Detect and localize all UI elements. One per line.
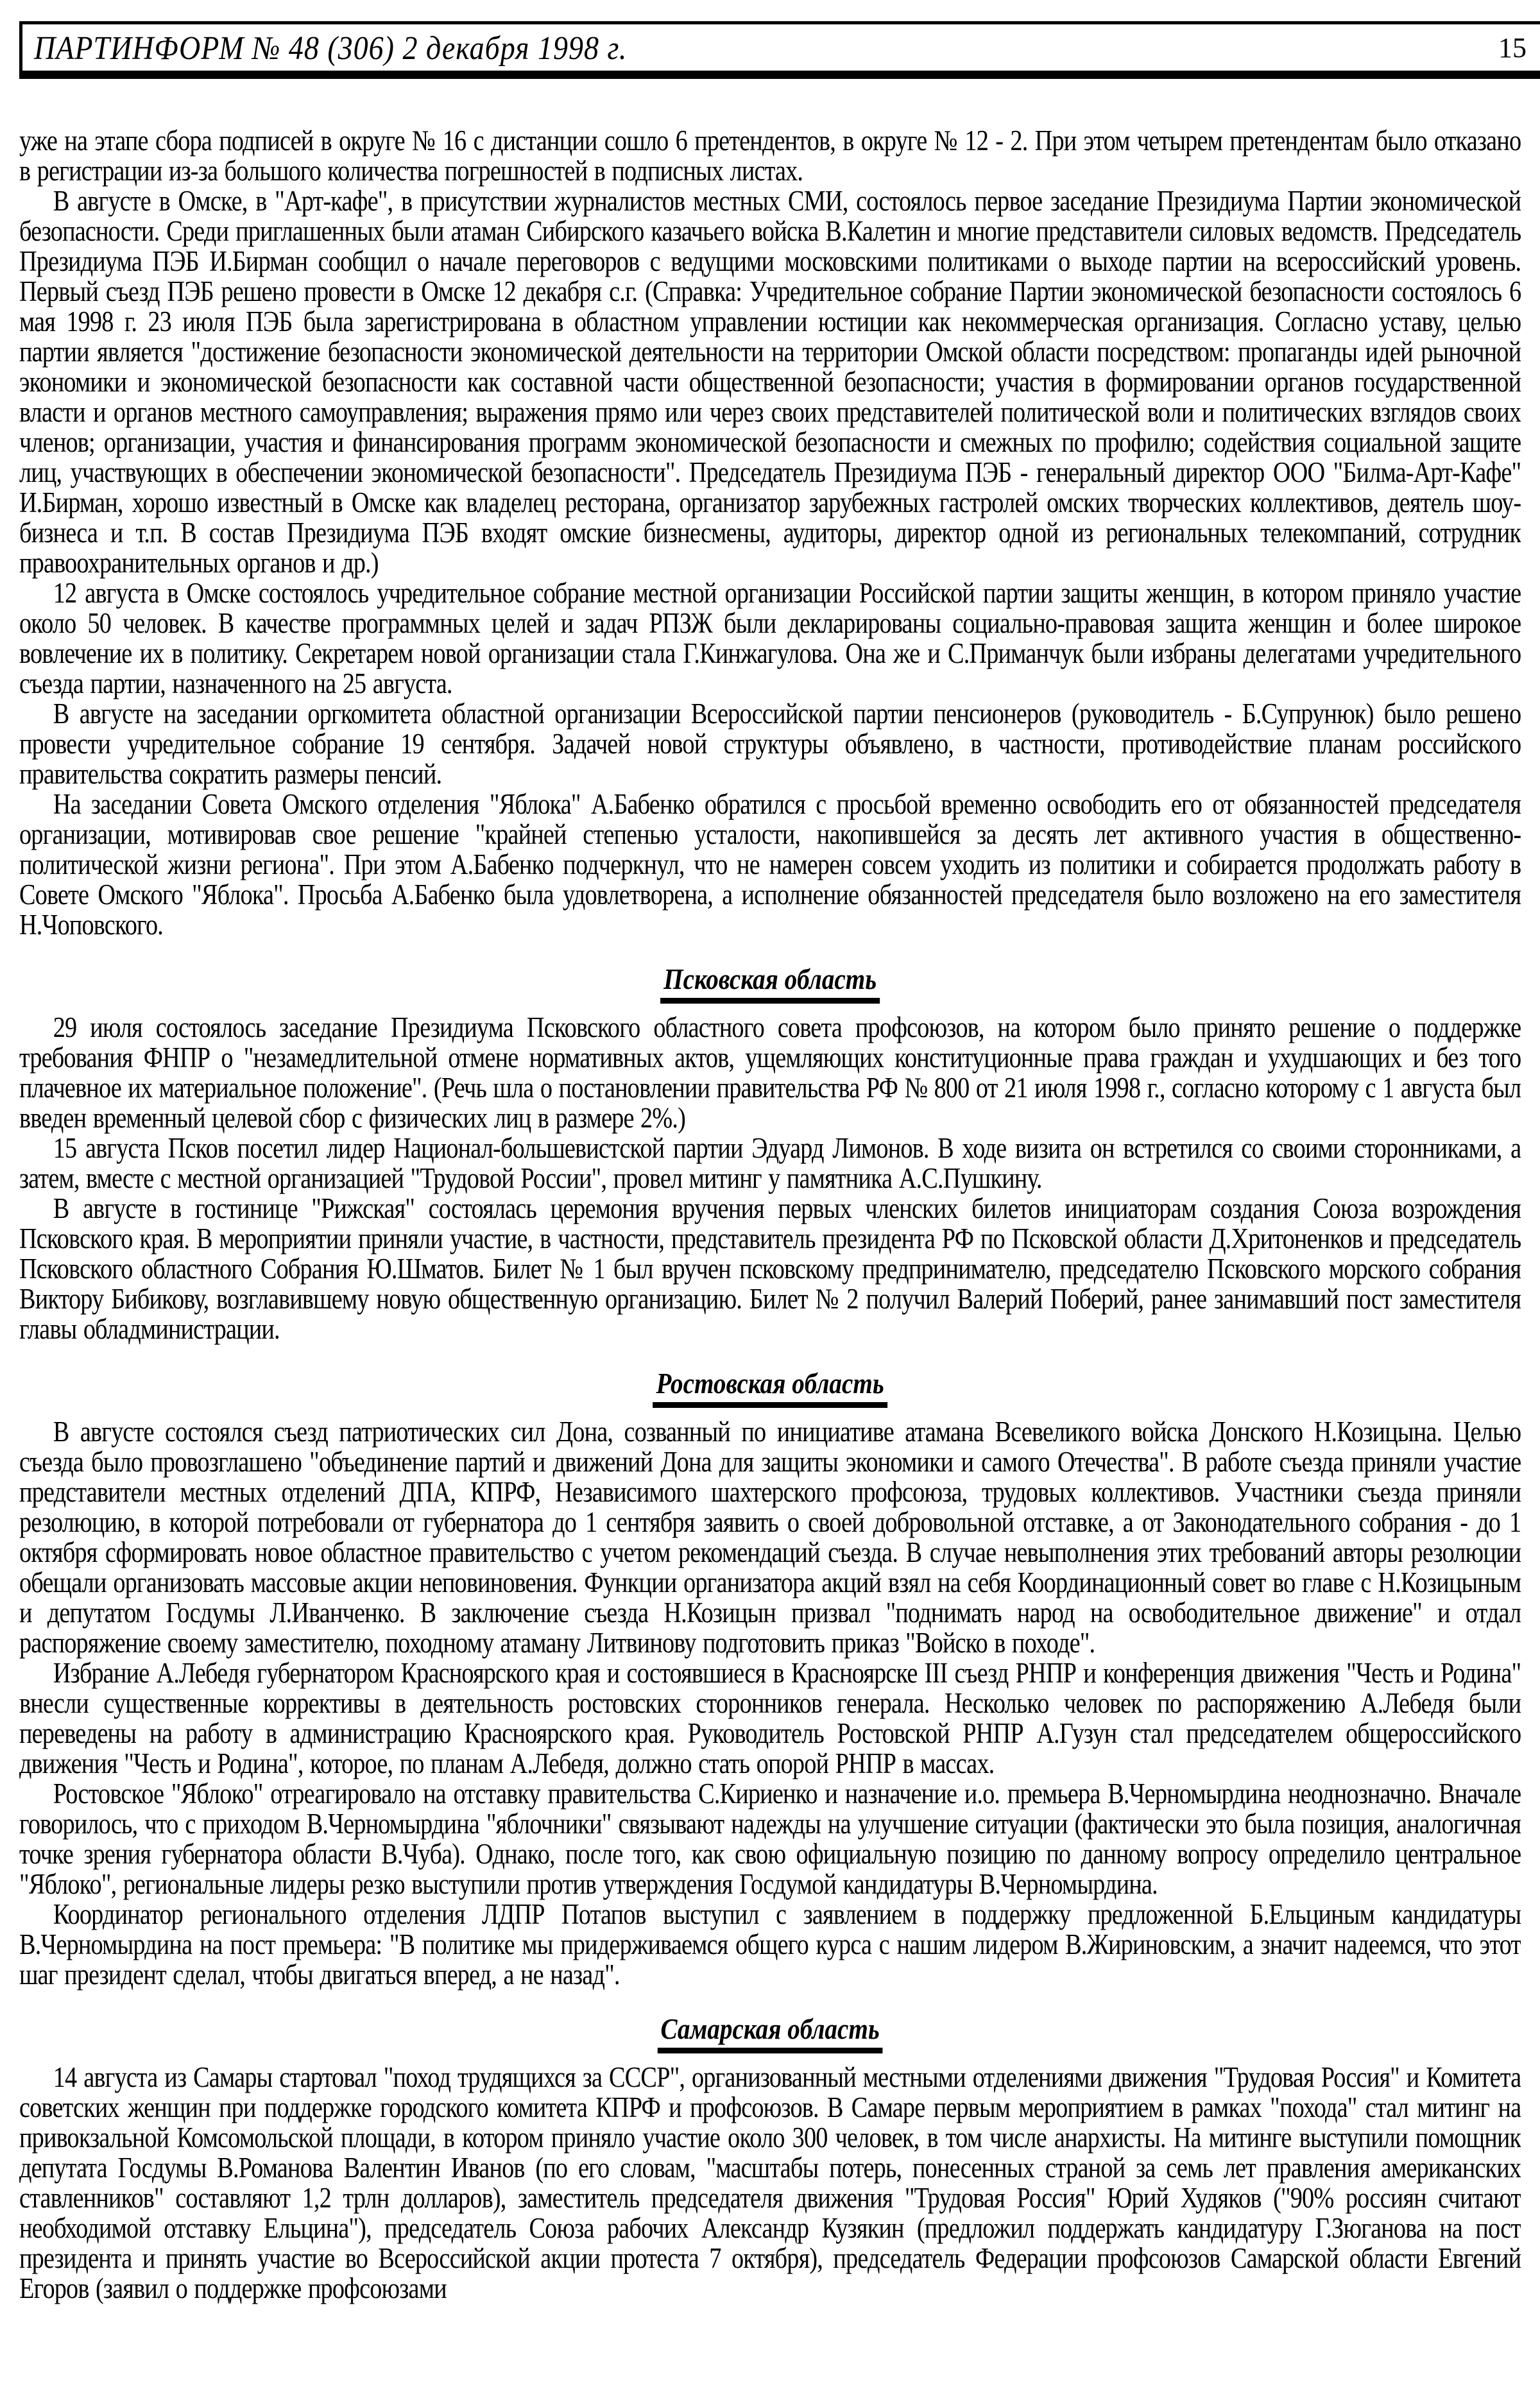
section-heading-row	[19, 963, 1521, 1004]
masthead-title: ПАРТИНФОРМ № 48 (306) 2 декабря 1998 г.	[34, 29, 628, 66]
body-paragraph: уже на этапе сбора подписей в округе № 16 с дистанции сошло 6 претендентов, в округе № 12 - 2. При этом четырем претендентам было отказано в регистрации из-за большого количества погрешностей в подписных листах.	[19, 126, 1521, 187]
section-heading: Псковская область	[660, 963, 880, 1004]
section-heading-row	[19, 1367, 1521, 1408]
body-paragraph: В августе в Омске, в "Арт-кафе", в присутствии журналистов местных СМИ, состоялось первое заседание Президиума Партии экономической безопасности. Среди приглашенных были атаман Сибирского казачьего войска В.Калетин и многие представители силовых ведомств. Председатель Президиума ПЭБ И.Бирман сообщил о начале переговоров с ведущими московскими политиками о выходе партии на всероссийский уровень. Первый съезд ПЭБ решено провести в Омске 12 декабря с.г. (Справка: Учредительное собрание Партии экономической безопасности состоялось 6 мая 1998 г. 23 июля ПЭБ была зарегистрирована в областном управлении юстиции как некоммерческая организация. Согласно уставу, целью партии является "достижение безопасности экономической деятельности на территории Омской области посредством: пропаганды идей рыночной экономики и экономической безопасности как составной части общественной безопасности; участия в формировании органов государственной власти и органов местного самоуправления; выражения прямо или через своих представителей политической воли и политических взглядов своих членов; организации, участия и финансирования программ экономической безопасности и смежных по профилю; содействия социальной защите лиц, участвующих в обеспечении экономической безопасности". Председатель Президиума ПЭБ - генеральный директор ООО "Билма-Арт-Кафе" И.Бирман, хорошо известный в Омске как владелец ресторана, организатор зарубежных гастролей омских творческих коллективов, деятель шоу-бизнеса и т.п. В состав Президиума ПЭБ входят омские бизнесмены, аудиторы, директор одной из региональных телекомпаний, сотрудник правоохранительных органов и др.)	[19, 185, 1521, 579]
section-heading: Самарская область	[657, 2013, 882, 2053]
page-number: 15	[1498, 31, 1527, 64]
masthead-box	[19, 21, 1540, 79]
document-body	[19, 126, 1521, 2359]
body-paragraph: 15 августа Псков посетил лидер Национал-большевистской партии Эдуард Лимонов. В ходе визита он встретился со своими сторонниками, а затем, вместе с местной организацией "Трудовой России", провел митинг у памятника А.С.Пушкину.	[19, 1132, 1521, 1194]
body-paragraph: В августе состоялся съезд патриотических сил Дона, созванный по инициативе атамана Всевеликого войска Донского Н.Козицына. Целью съезда было провозглашено "объединение партий и движений Дона для защиты экономики и самого Отечества". В работе съезда приняли участие представители местных отделений ДПА, КПРФ, Независимого шахтерского профсоюза, трудовых коллективов. Участники съезда приняли резолюцию, в которой потребовали от губернатора до 1 сентября заявить о своей добровольной отставке, а от Законодательного собрания - до 1 октября сформировать новое областное правительство с учетом рекомендаций съезда. В случае невыполнения этих требований авторы резолюции обещали организовать массовые акции неповиновения. Функции организатора акций взял на себя Координационный совет во главе с Н.Козицыным и депутатом Госдумы Л.Иванченко. В заключение съезда Н.Козицын призвал "поднимать народ на освободительное движение" и отдал распоряжение своему заместителю, походному атаману Литвинову подготовить приказ "Войско в походе".	[19, 1416, 1521, 1659]
body-paragraph: Ростовское "Яблоко" отреагировало на отставку правительства С.Кириенко и назначение и.о. премьера В.Черномырдина неоднозначно. Вначале говорилось, что с приходом В.Черномырдина "яблочники" связывают надежды на улучшение ситуации (фактически это была позиция, аналогичная точке зрения губернатора области В.Чуба). Однако, после того, как свою официальную позицию по данному вопросу определило центральное "Яблоко", региональные лидеры резко выступили против утверждения Госдумой кандидатуры В.Черномырдина.	[19, 1778, 1521, 1900]
body-paragraph: В августе на заседании оргкомитета областной организации Всероссийской партии пенсионеров (руководитель - Б.Супрунюк) было решено провести учредительное собрание 19 сентября. Задачей новой структуры объявлено, в частности, противодействие планам российского правительства сократить размеры пенсий.	[19, 698, 1521, 790]
body-paragraph: В августе в гостинице "Рижская" состоялась церемония вручения первых членских билетов инициаторам создания Союза возрождения Псковского края. В мероприятии приняли участие, в частности, представитель президента РФ по Псковской области Д.Хритоненков и председатель Псковского областного Собрания Ю.Шматов. Билет № 1 был вручен псковскому предпринимателю, председателю Псковского морского собрания Виктору Бибикову, возглавившему новую общественную организацию. Билет № 2 получил Валерий Поберий, ранее занимавший пост заместителя главы обладминистрации.	[19, 1192, 1521, 1345]
body-paragraph: На заседании Совета Омского отделения "Яблока" А.Бабенко обратился с просьбой временно освободить его от обязанностей председателя организации, мотивировав свое решение "крайней степенью усталости, накопившейся за десять лет активного участия в общественно-политической жизни региона". При этом А.Бабенко подчеркнул, что не намерен совсем уходить из политики и собирается продолжать работу в Совете Омского "Яблока". Просьба А.Бабенко была удовлетворена, а исполнение обязанностей председателя было возложено на его заместителя Н.Чоповского.	[19, 788, 1521, 941]
section-heading-row	[19, 2013, 1521, 2053]
body-paragraph: Координатор регионального отделения ЛДПР Потапов выступил с заявлением в поддержку предложенной Б.Ельциным кандидатуры В.Черномырдина на пост премьера: "В политике мы придерживаемся общего курса с нашим лидером В.Жириновским, а значит надеемся, что этот шаг президент сделал, чтобы двигаться вперед, а не назад".	[19, 1898, 1521, 1991]
body-paragraph: 12 августа в Омске состоялось учредительное собрание местной организации Российской партии защиты женщин, в котором приняло участие около 50 человек. В качестве программных целей и задач РПЗЖ были декларированы социально-правовая защита женщин и более широкое вовлечение их в политику. Секретарем новой организации стала Г.Кинжагулова. Она же и С.Приманчук были избраны делегатами учредительного съезда партии, назначенного на 25 августа.	[19, 577, 1521, 699]
text-column	[19, 126, 1521, 2304]
body-paragraph: 14 августа из Самары стартовал "поход трудящихся за СССР", организованный местными отделениями движения "Трудовая Россия" и Комитета советских женщин при поддержке городского комитета КПРФ и профсоюзов. В Самаре первым мероприятием в рамках "похода" стал митинг на привокзальной Комсомольской площади, в котором приняло участие около 300 человек, в том числе анархисты. На митинге выступили помощник депутата Госдумы В.Романова Валентин Иванов (по его словам, "масштабы потерь, понесенных страной за семь лет правления американских ставленников" составляют 1,2 трлн долларов), заместитель председателя движения "Трудовая Россия" Юрий Худяков ("90% россиян считают необходимой отставку Ельцина"), председатель Союза рабочих Александр Кузякин (предложил поддержать кандидатуру Г.Зюганова на пост президента и принять участие во Всероссийской акции протеста 7 октября), председатель Федерации профсоюзов Самарской области Евгений Егоров (заявил о поддержке профсоюзами	[19, 2061, 1521, 2304]
section-heading: Ростовская область	[653, 1367, 887, 1408]
body-paragraph: 29 июля состоялось заседание Президиума Псковского областного совета профсоюзов, на котором было принято решение о поддержке требования ФНПР о "незамедлительной отмене нормативных актов, ущемляющих конституционные права граждан и ухудшающих и без того плачевное их материальное положение". (Речь шла о постановлении правительства РФ № 800 от 21 июля 1998 г., согласно которому с 1 августа был введен временный целевой сбор с физических лиц в размере 2%.)	[19, 1011, 1521, 1134]
body-paragraph: Избрание А.Лебедя губернатором Красноярского края и состоявшиеся в Красноярске III съезд РНПР и конференция движения "Честь и Родина" внесли существенные коррективы в деятельность ростовских сторонников генерала. Несколько человек по распоряжению А.Лебедя были переведены на работу в администрацию Красноярского края. Руководитель Ростовской РНПР А.Гузун стал председателем общероссийского движения "Честь и Родина", которое, по планам А.Лебедя, должно стать опорой РНПР в массах.	[19, 1657, 1521, 1779]
